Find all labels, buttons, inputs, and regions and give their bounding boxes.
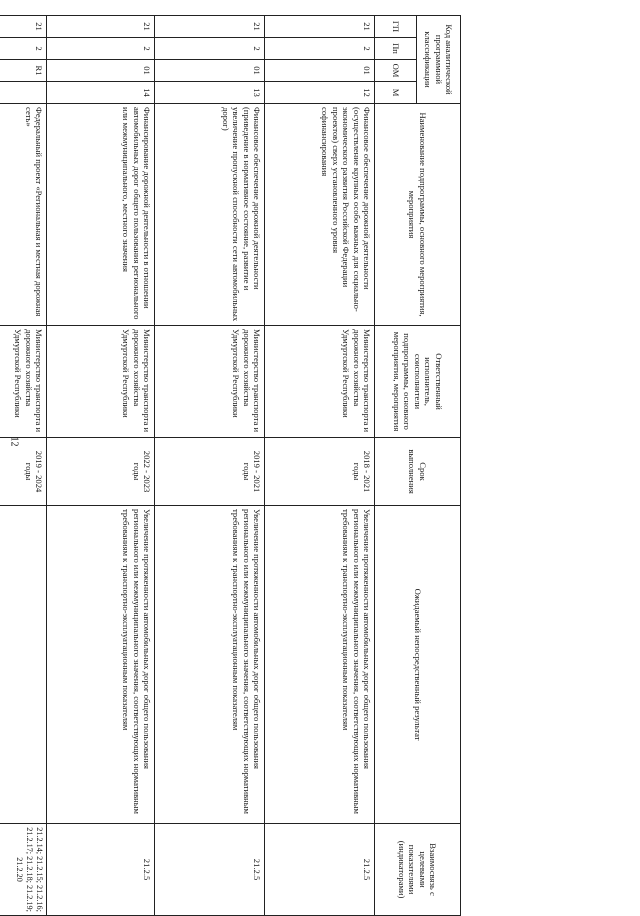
cell-om: R1	[0, 60, 47, 82]
cell-pp: 2	[155, 38, 265, 60]
cell-name: Финансовое обеспечение дорожной деятельности (осуществление крупных особо важных для социально-экономического развития Российской Федерации проектов) сверх установленного уровня софинансирования	[265, 104, 375, 326]
cell-pp: 2	[47, 38, 155, 60]
cell-link: 21.2.5	[265, 824, 375, 916]
cell-responsible: Министерство транспорта и дорожного хозяйства Удмуртской Республики	[265, 326, 375, 438]
cell-term: 2018 - 2021 годы	[265, 438, 375, 506]
header-term: Срок выполнения	[375, 438, 461, 506]
cell-result: Увеличение протяженности автомобильных дорог общего пользования регионального или межмуниципального значения, соответствующих нормативным требованиям к транспортно-эксплуатационным показателям	[155, 506, 265, 824]
cell-gp: 21	[0, 16, 47, 38]
header-link: Взаимосвязь с целевыми показателями (индикаторами)	[375, 824, 461, 916]
cell-responsible: Министерство транспорта и дорожного хозяйства Удмуртской Республики	[0, 326, 47, 438]
cell-om: 01	[47, 60, 155, 82]
table-row	[0, 16, 47, 916]
cell-m: 13	[155, 82, 265, 104]
cell-link: 21.2.14; 21.2.15; 21.2.16; 21.2.17; 21.2.18; 21.2.19; 21.2.20	[0, 824, 47, 916]
cell-m	[0, 82, 47, 104]
header-code-group: Код аналитической программной классификации	[417, 16, 461, 104]
cell-name: Финансовое обеспечение дорожной деятельности (приведение в нормативное состояние, развитие и увеличение пропускной способности сети автомобильных дорог)	[155, 104, 265, 326]
cell-m: 14	[47, 82, 155, 104]
cell-om: 01	[155, 60, 265, 82]
cell-pp: 2	[265, 38, 375, 60]
cell-result: Увеличение протяженности автомобильных дорог общего пользования регионального или межмуниципального значения, соответствующих нормативным требованиям к транспортно-эксплуатационным показателям	[47, 506, 155, 824]
cell-link: 21.2.5	[47, 824, 155, 916]
program-table	[0, 15, 461, 916]
header-om: ОМ	[375, 60, 417, 82]
cell-link: 21.2.5	[155, 824, 265, 916]
cell-m: 12	[265, 82, 375, 104]
table-row	[155, 16, 265, 916]
rotated-table-container	[13, 15, 461, 912]
cell-om: 01	[265, 60, 375, 82]
cell-term: 2022 - 2023 годы	[47, 438, 155, 506]
header-result: Ожидаемый непосредственный результат	[375, 506, 461, 824]
cell-result	[0, 506, 47, 824]
table-row	[265, 16, 375, 916]
cell-result: Увеличение протяженности автомобильных дорог общего пользования регионального или межмуниципального значения, соответствующих нормативным требованиям к транспортно-эксплуатационным показателям	[265, 506, 375, 824]
cell-gp: 21	[265, 16, 375, 38]
header-m: М	[375, 82, 417, 104]
cell-responsible: Министерство транспорта и дорожного хозяйства Удмуртской Республики	[47, 326, 155, 438]
cell-responsible: Министерство транспорта и дорожного хозяйства Удмуртской Республики	[155, 326, 265, 438]
header-pp: Пп	[375, 38, 417, 60]
cell-pp: 2	[0, 38, 47, 60]
header-name: Наименование подпрограммы, основного мероприятия, мероприятия	[375, 104, 461, 326]
header-responsible: Ответственный исполнитель, соисполнители подпрограммы, основного мероприятия, мероприятия	[375, 326, 461, 438]
cell-gp: 21	[155, 16, 265, 38]
header-gp: ГП	[375, 16, 417, 38]
cell-name: Федеральный проект «Региональная и местная дорожная сеть»	[0, 104, 47, 326]
table-wrapper	[13, 15, 640, 912]
cell-gp: 21	[47, 16, 155, 38]
cell-term: 2019 - 2021 годы	[155, 438, 265, 506]
cell-name: Финансирование дорожной деятельности в отношении автомобильных дорог общего пользования регионального или межмуниципального, местного значения	[47, 104, 155, 326]
page-number: 12	[8, 436, 20, 447]
table-row	[47, 16, 155, 916]
cell-term: 2019 - 2024 годы	[0, 438, 47, 506]
